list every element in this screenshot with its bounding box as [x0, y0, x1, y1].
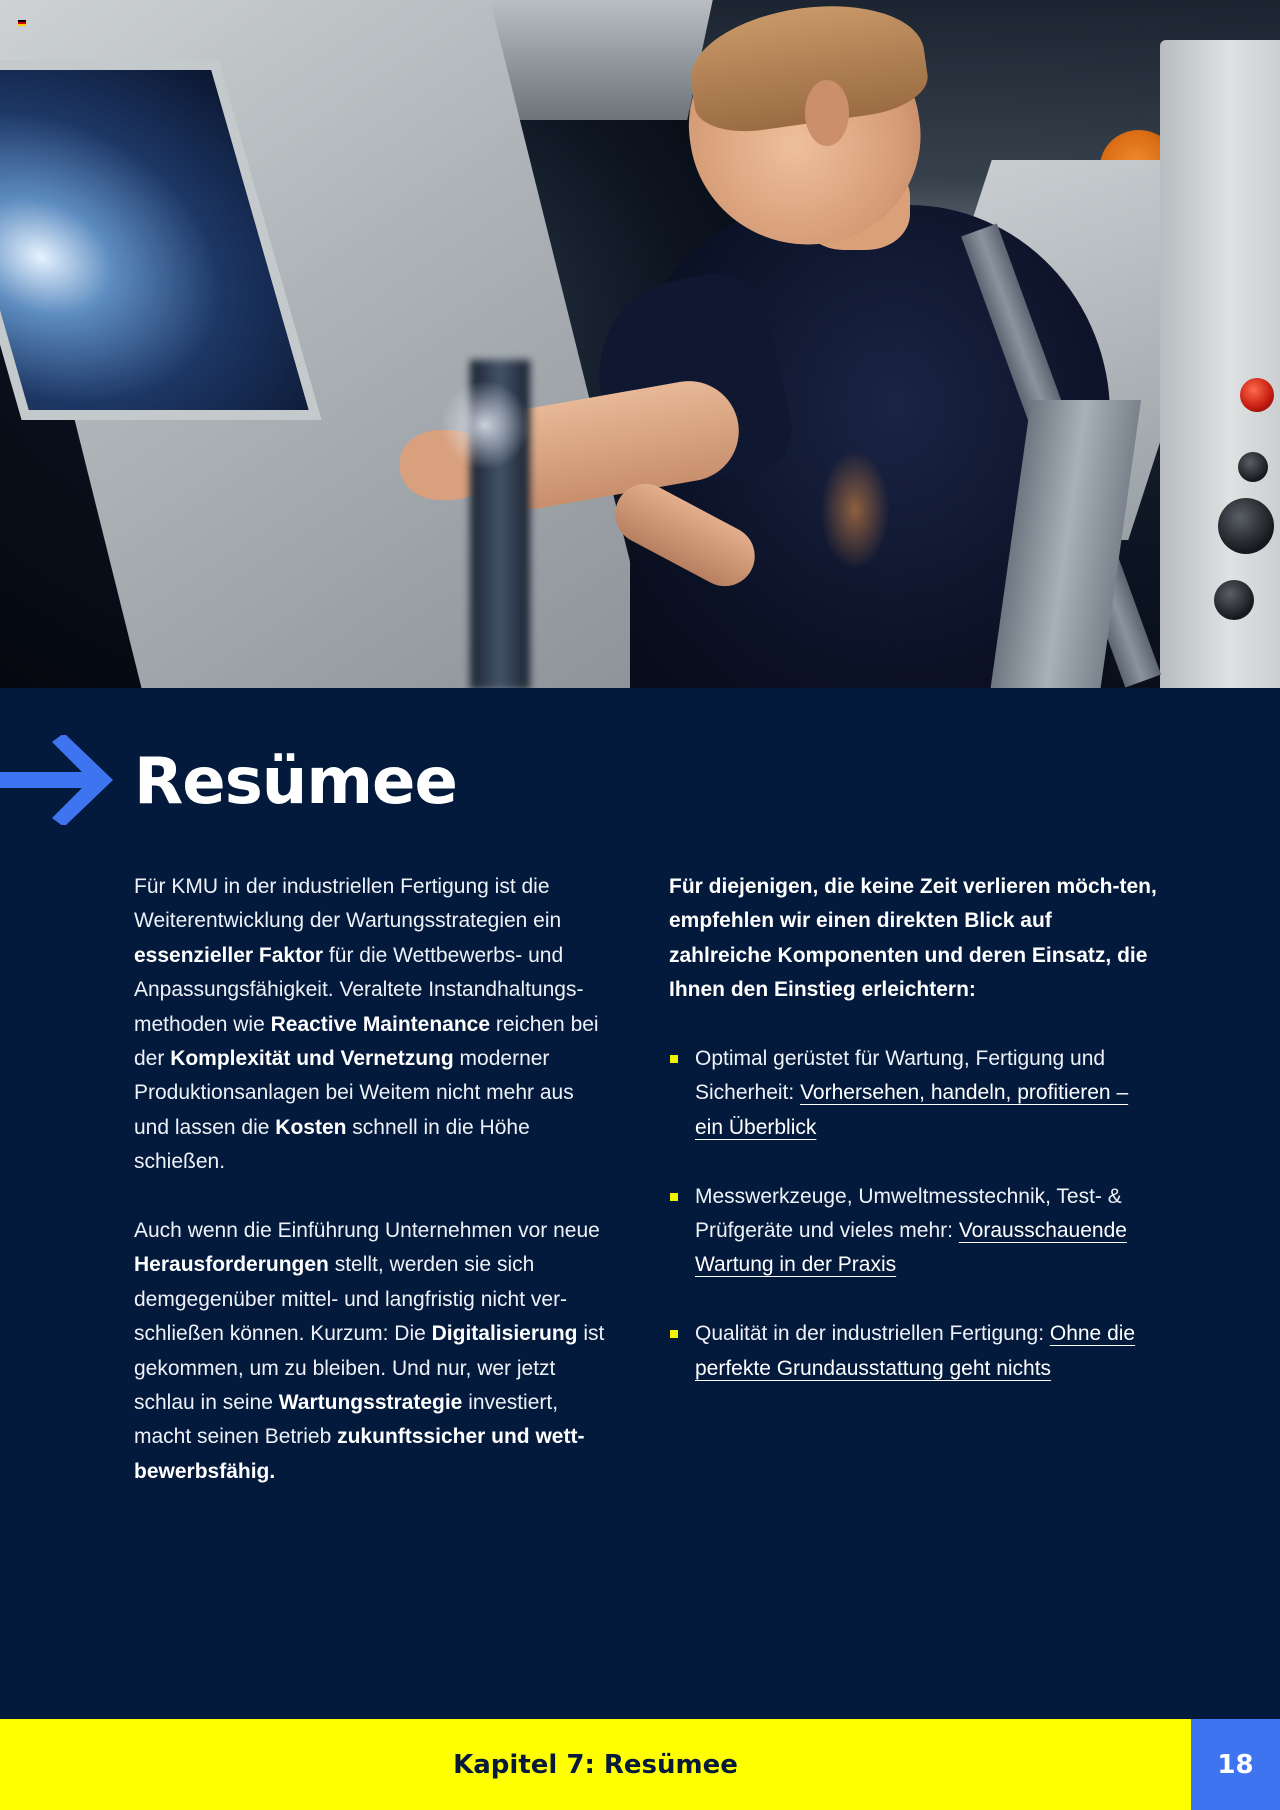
bullet-square-icon [670, 1330, 678, 1338]
recommendations-column [669, 870, 1159, 1420]
bullet-square-icon [670, 1193, 678, 1201]
recommendations-list [669, 1042, 1159, 1386]
summary-column [134, 870, 614, 1524]
orange-glow [820, 450, 890, 570]
summary-paragraph: Auch wenn die Einführung Unternehmen vor neue Herausforderungen stellt, werden sie sich demgegenüber mittel- und langfristig nicht ver-schließen können. Kurzum: Die Digitalisierung ist gekommen, um zu bleiben. Und nur, wer jetzt schlau in seine Wartungsstrategie investiert, macht seinen Betrieb zukunftssicher und wett-bewerbsfähig. [134, 1219, 605, 1483]
emergency-button [1240, 378, 1274, 412]
bullet-square-icon [670, 1055, 678, 1063]
german-flag-icon[interactable] [18, 20, 26, 26]
bokeh-light [440, 380, 530, 470]
summary-paragraph: Für KMU in der industriellen Fertigung ist die Weiterentwicklung der Wartungsstrategien ein essenzieller Faktor für die Wettbewerbs- und Anpassungsfähigkeit. Veraltete Instandhaltungs-methoden wie Reactive Maintenance reichen bei der Komplexität und Vernetzung moderner Produktionsanlagen bei Weitem nicht mehr aus und lassen die Kosten schnell in die Höhe schießen. [134, 875, 599, 1174]
list-item: Optimal gerüstet für Wartung, Fertigung und Sicherheit: Vorhersehen, handeln, profitieren – ein Überblick [669, 1042, 1159, 1145]
worker-ear [805, 80, 849, 146]
link-vorhersehen-handeln[interactable]: Vorhersehen, handeln, profitieren – ein Überblick [695, 1081, 1129, 1139]
control-knob [1218, 498, 1274, 554]
chapter-label [0, 1719, 1191, 1810]
link-grundausstattung[interactable]: Ohne die perfekte Grundausstattung geht nichts [695, 1322, 1136, 1380]
recommendations-intro: Für diejenigen, die keine Zeit verlieren möch-ten, empfehlen wir einen direkten Blick auf zahlreiche Komponenten und deren Einsatz, die Ihnen den Einstieg erleichtern: [669, 875, 1157, 1002]
control-knob [1214, 580, 1254, 620]
page-number-box [1191, 1719, 1280, 1810]
page-number: 18 [1217, 1749, 1254, 1780]
link-vorausschauende-wartung[interactable]: Vorausschauende Wartung in der Praxis [695, 1219, 1127, 1277]
hero-photo [0, 0, 1280, 688]
arrow-right-icon [0, 735, 116, 825]
page-footer [0, 1719, 1280, 1810]
control-knob [1238, 452, 1268, 482]
page-title: Resümee [134, 745, 457, 819]
list-item: Messwerkzeuge, Umweltmesstechnik, Test- & Prüfgeräte und vieles mehr: Vorausschauende Wartung in der Praxis [669, 1180, 1159, 1283]
chapter-title: Kapitel 7: Resümee [453, 1749, 738, 1780]
list-item: Qualität in der industriellen Fertigung: Ohne die perfekte Grundausstattung geht nichts [669, 1317, 1159, 1386]
